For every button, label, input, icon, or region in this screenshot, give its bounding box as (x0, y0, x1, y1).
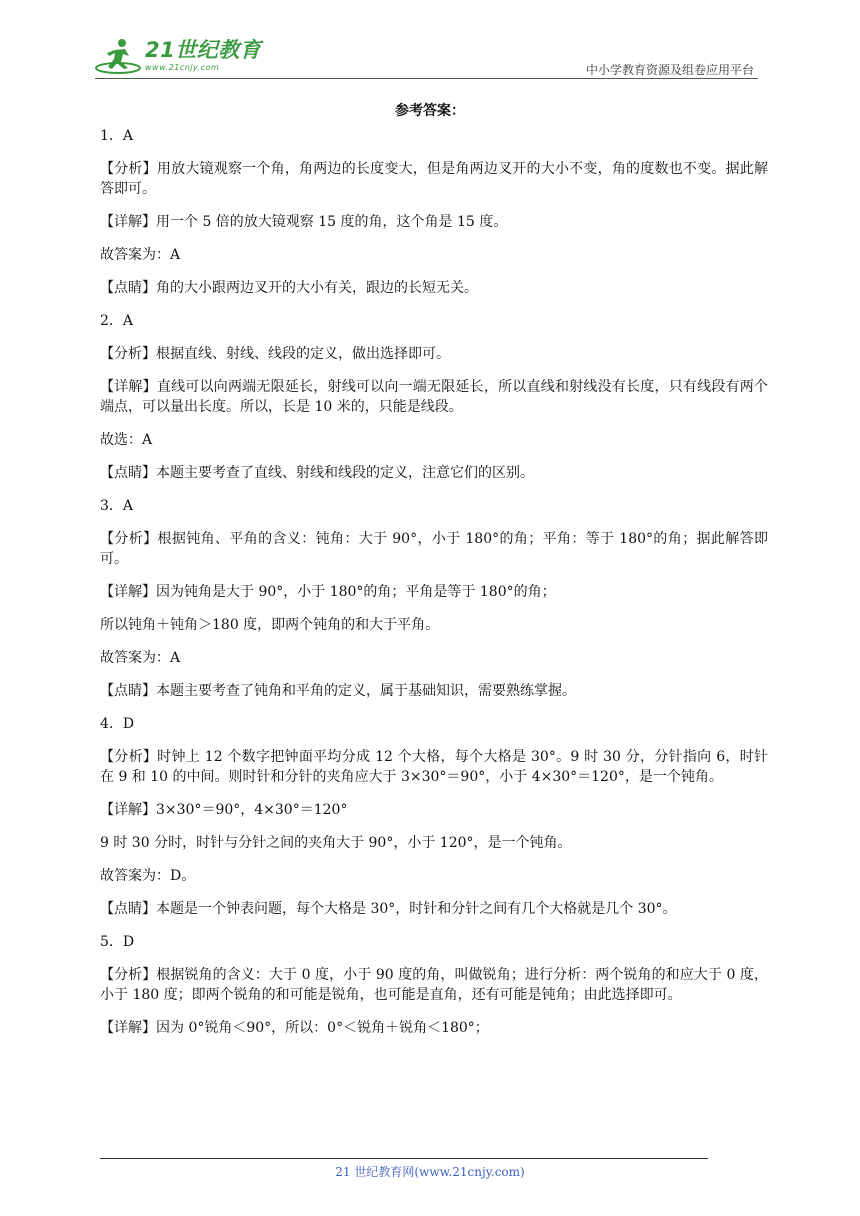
header-divider (95, 78, 758, 79)
paragraph: 4．D (100, 716, 135, 732)
paragraph: 故答案为：A (100, 650, 181, 666)
paragraph: 【点睛】本题主要考查了钝角和平角的定义，属于基础知识，需要熟练掌握。 (100, 683, 576, 699)
paragraph: 【点睛】本题是一个钟表问题，每个大格是 30°，时针和分针之间有几个大格就是几个 30°。 (100, 901, 677, 917)
paragraph: 2．A (100, 313, 134, 329)
paragraph: 【分析】根据钝角、平角的含义：钝角：大于 90°，小于 180°的角；平角：等于 180°的角；据此解答即可。 (100, 531, 768, 567)
paragraph: 【详解】3×30°＝90°，4×30°＝120° (100, 802, 348, 818)
logo-text: 21世纪教育 (145, 38, 262, 62)
paragraph: 【分析】时钟上 12 个数字把钟面平均分成 12 个大格，每个大格是 30°。9 时 30 分，分针指向 6，时针在 9 和 10 的中间。则时针和分针的夹角应大于 3×30°＝90°，小于 4×30°＝120°，是一个钝角。 (100, 749, 768, 785)
answer-content (100, 126, 768, 1051)
paragraph: 1．A (100, 128, 134, 144)
site-logo[interactable] (95, 34, 261, 78)
paragraph: 【点睛】本题主要考查了直线、射线和线段的定义，注意它们的区别。 (100, 465, 534, 481)
paragraph: 所以钝角＋钝角＞180 度，即两个钝角的和大于平角。 (100, 617, 440, 633)
page-header (95, 30, 758, 80)
paragraph: 3．A (100, 498, 134, 514)
paragraph: 【分析】根据锐角的含义：大于 0 度，小于 90 度的角，叫做锐角；进行分析：两个锐角的和应大于 0 度，小于 180 度；即两个锐角的和可能是锐角，也可能是直角，还有可能是钝角；由此选择即可。 (100, 967, 768, 1003)
paragraph: 故答案为：A (100, 247, 181, 263)
paragraph: 【详解】用一个 5 倍的放大镜观察 15 度的角，这个角是 15 度。 (100, 214, 508, 230)
logo-url: www.21cnjy.com (145, 63, 220, 72)
paragraph: 【详解】因为钝角是大于 90°，小于 180°的角；平角是等于 180°的角； (100, 584, 556, 600)
header-tagline: 中小学教育资源及组卷应用平台 (585, 63, 754, 77)
paragraph: 【分析】根据直线、射线、线段的定义，做出选择即可。 (100, 346, 450, 362)
paragraph: 9 时 30 分时，时针与分针之间的夹角大于 90°，小于 120°，是一个钝角。 (100, 835, 572, 851)
paragraph: 5．D (100, 934, 135, 950)
page-title: 参考答案： (395, 103, 465, 119)
paragraph: 【详解】直线可以向两端无限延长，射线可以向一端无限延长，所以直线和射线没有长度，只有线段有两个端点，可以量出长度。所以，长是 10 米的，只能是线段。 (100, 379, 768, 415)
paragraph: 故答案为：D。 (100, 868, 196, 884)
paragraph: 【点睛】角的大小跟两边叉开的大小有关，跟边的长短无关。 (100, 280, 478, 296)
runner-logo-icon (95, 36, 141, 76)
paragraph: 【分析】用放大镜观察一个角，角两边的长度变大，但是角两边叉开的大小不变，角的度数也不变。据此解答即可。 (100, 161, 768, 197)
paragraph: 【详解】因为 0°锐角＜90°，所以：0°＜锐角＋锐角＜180°； (100, 1020, 489, 1036)
footer-divider (100, 1158, 708, 1159)
paragraph: 故选：A (100, 432, 153, 448)
footer-link[interactable]: 21 世纪教育网(www.21cnjy.com) (335, 1165, 525, 1179)
